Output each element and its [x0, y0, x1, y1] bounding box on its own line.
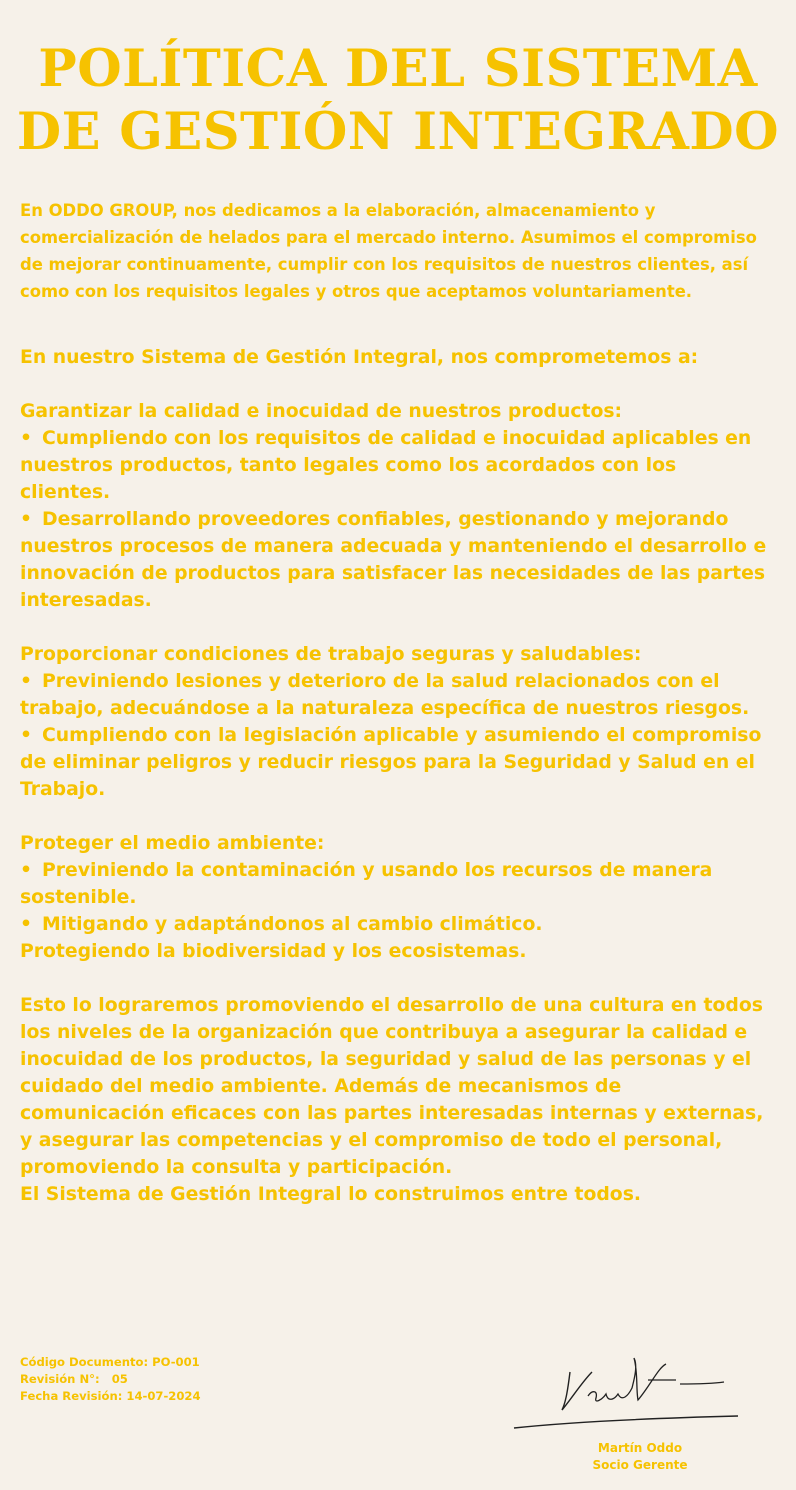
intro-paragraph: En ODDO GROUP, nos dedicamos a la elaboración, almacenamiento y comercialización de helados para el mercado interno. Asumimos el compromiso de mejorar continuamente, cumplir con los requisitos de nuestros clientes, así como con los requisitos legales y otros que aceptamos voluntariamente. [20, 201, 757, 301]
closing-line: El Sistema de Gestión Integral lo construimos entre todos. [20, 1184, 642, 1205]
section-heading-safety: Proporcionar condiciones de trabajo seguras y saludables: [20, 644, 642, 665]
document-revision: Revisión N°: 05 [20, 1372, 128, 1386]
bullet-item: • Cumpliendo con la legislación aplicable y asumiendo el compromiso de eliminar peligros y reducir riesgos para la Seguridad y Salud en el Trabajo. [20, 725, 762, 800]
section-heading-quality: Garantizar la calidad e inocuidad de nuestros productos: [20, 401, 623, 422]
bullet-item: • Mitigando y adaptándonos al cambio climático. [20, 914, 543, 935]
document-info [20, 1354, 201, 1405]
signer-role: Socio Gerente [592, 1458, 688, 1472]
bullet-item: • Cumpliendo con los requisitos de calidad e inocuidad aplicables en nuestros productos, tanto legales como los acordados con los clientes. [20, 428, 752, 503]
bullet-item: • Previniendo lesiones y deterioro de la salud relacionados con el trabajo, adecuándose a la naturaleza específica de nuestros riesgos. [20, 671, 750, 719]
policy-body [20, 344, 770, 1208]
commitment-intro: En nuestro Sistema de Gestión Integral, nos comprometemos a: [20, 347, 699, 368]
closing-paragraph: Esto lo lograremos promoviendo el desarrollo de una cultura en todos los niveles de la organización que contribuya a asegurar la calidad e inocuidad de los productos, la seguridad y salud de las personas y el cuidado del medio ambiente. Además de mecanismos de comunicación eficaces con las partes interesadas internas y externas, y asegurar las competencias y el compromiso de todo el personal, promoviendo la consulta y participación. [20, 995, 764, 1178]
bullet-item: • Previniendo la contaminación y usando los recursos de manera sostenible. [20, 860, 713, 908]
document-code: Código Documento: PO-001 [20, 1355, 200, 1369]
signer-block [540, 1440, 740, 1474]
page-title [0, 38, 796, 164]
signer-name: Martín Oddo [597, 1441, 683, 1455]
signature-image [510, 1350, 740, 1440]
bullet-item: • Desarrollando proveedores confiables, gestionando y mejorando nuestros procesos de manera adecuada y manteniendo el desarrollo e innovación de productos para satisfacer las necesidades de las partes interesadas. [20, 509, 767, 611]
title-line-2: DE GESTIÓN INTEGRADO [16, 102, 780, 162]
environment-trailing-line: Protegiendo la biodiversidad y los ecosistemas. [20, 941, 527, 962]
document-date: Fecha Revisión: 14-07-2024 [20, 1389, 201, 1403]
section-heading-environment: Proteger el medio ambiente: [20, 833, 325, 854]
title-line-1: POLÍTICA DEL SISTEMA [38, 39, 758, 99]
